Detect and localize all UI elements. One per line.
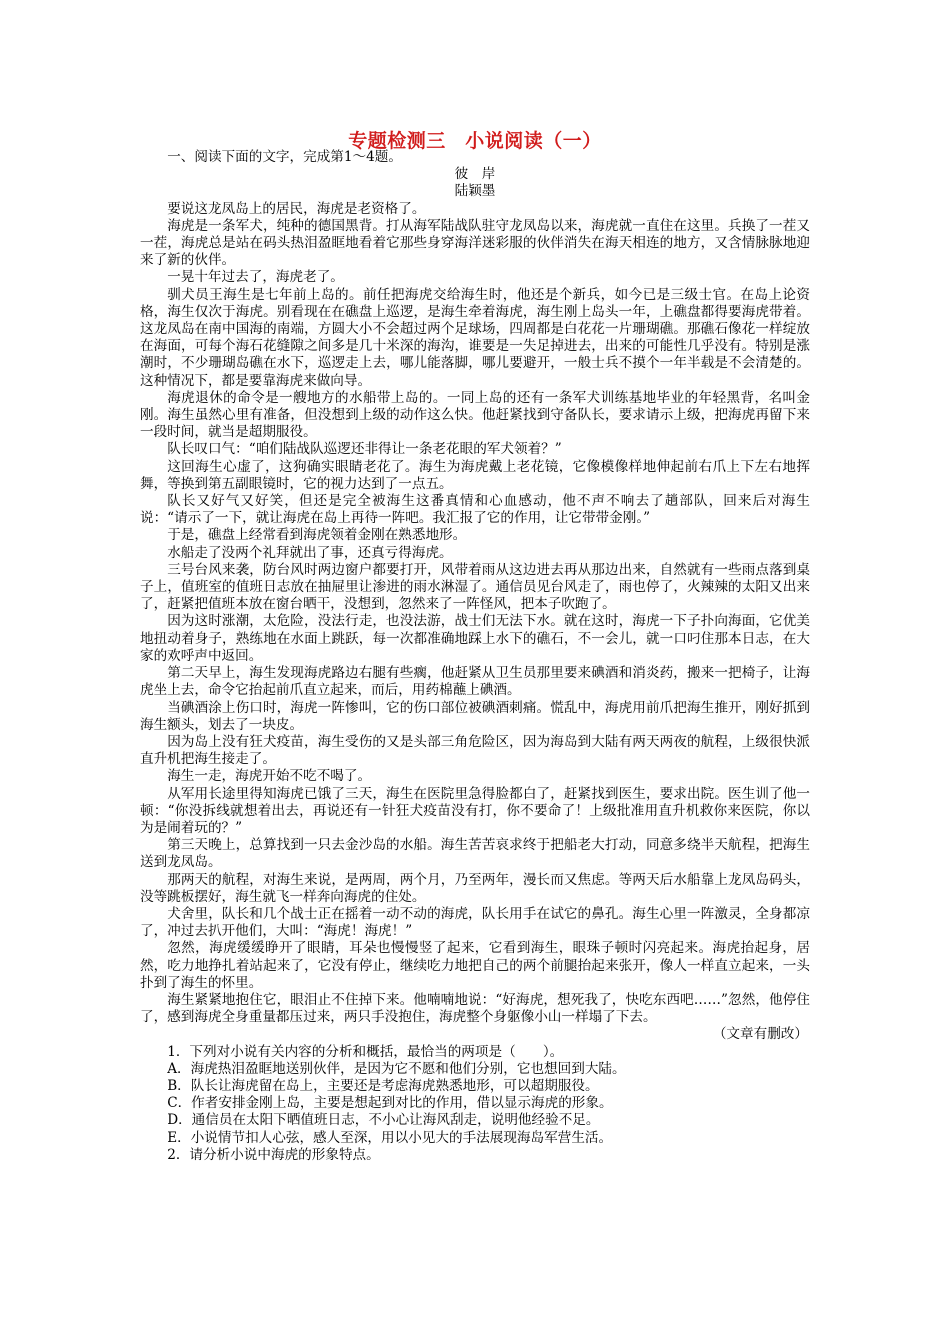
paragraph: 水船走了没两个礼拜就出了事，还真亏得海虎。	[167, 544, 453, 561]
instruction: 一、阅读下面的文字，完成第1～4题。	[167, 149, 402, 165]
paragraph: 海生紧紧地抱住它，眼泪止不住掉下来。他喃喃地说：“好海虎，想死我了，快吃东西吧……”忽然，他停住了，感到海虎全身重量都压过来，两只手没抱住，海虎整个身躯像小山一样塌了下去。	[140, 991, 810, 1026]
paragraph: 队长叹口气：“咱们陆战队巡逻还非得让一条老花眼的军犬领着？”	[167, 441, 562, 458]
paragraph: 忽然，海虎缓缓睁开了眼睛，耳朵也慢慢竖了起来，它看到海生，眼珠子顿时闪亮起来。海虎抬起身，居然，吃力地挣扎着站起来了，它没有停止，继续吃力地把自己的两个前腿抬起来张开，像人一样直立起来，一头扑到了海生的怀里。	[140, 940, 810, 991]
question-2: 2．请分析小说中海虎的形象特点。	[167, 1146, 380, 1163]
option-a: A．海虎热泪盈眶地送别伙伴，是因为它不愿和他们分别，它也想回到大陆。	[167, 1060, 626, 1077]
paragraph: 当碘酒涂上伤口时，海虎一阵惨叫，它的伤口部位被碘酒刺痛。慌乱中，海虎用前爪把海生推开，刚好抓到海生额头，划去了一块皮。	[140, 699, 810, 733]
paragraph: 海虎是一条军犬，纯种的德国黑背。打从海军陆战队驻守龙凤岛以来，海虎就一直住在这里。兵换了一茬又一茬，海虎总是站在码头热泪盈眶地看着它那些身穿海洋迷彩服的伙伴消失在海天相连的地方，又含情脉脉地迎来了新的伙伴。	[140, 217, 810, 269]
option-d: D．通信员在太阳下晒值班日志，不小心让海风刮走，说明他经验不足。	[167, 1112, 600, 1129]
paragraph: 要说这龙凤岛上的居民，海虎是老资格了。	[167, 200, 426, 217]
paragraph: 一晃十年过去了，海虎老了。	[167, 269, 344, 286]
option-b: B．队长让海虎留在岛上，主要还是考虑海虎熟悉地形，可以超期服役。	[167, 1077, 599, 1094]
paragraph: 那两天的航程，对海生来说，是两周，两个月，乃至两年，漫长而又焦虑。等两天后水船靠上龙凤岛码头，没等跳板摆好，海生就飞一样奔向海虎的住处。	[140, 871, 810, 905]
paragraph: 因为这时涨潮，太危险，没法行走，也没法游，战士们无法下水。就在这时，海虎一下子扑向海面，它优美地扭动着身子，熟练地在水面上跳跃，每一次都准确地踩上水下的礁石，不一会儿，就一口叼住那本日志，在大家的欢呼声中返回。	[140, 613, 810, 664]
question-1: 1．下列对小说有关内容的分析和概括，最恰当的两项是（ ）。	[167, 1043, 564, 1060]
paragraph: 于是，礁盘上经常看到海虎领着金刚在熟悉地形。	[167, 527, 467, 544]
story-title: 彼 岸	[454, 166, 496, 183]
paragraph: 第三天晚上，总算找到一只去金沙岛的水船。海生苦苦哀求终于把船老大打动，同意多绕半天航程，把海生送到龙凤岛。	[140, 837, 810, 871]
paragraph: 海生一走，海虎开始不吃不喝了。	[167, 768, 372, 785]
questions	[140, 1044, 810, 1164]
author: 陆颖墨	[454, 183, 496, 200]
paragraph: 三号台风来袭，防台风时两边窗户都要打开，风带着雨从这边进去再从那边出来，自然就有一些雨点落到桌子上，值班室的值班日志放在抽屉里让渗进的雨水淋湿了。通信员见台风走了，雨也停了，火辣辣的太阳又出来了，赶紧把值班本放在窗台晒干，没想到，忽然来了一阵怪风，把本子吹跑了。	[140, 561, 810, 613]
document-body	[140, 149, 810, 1164]
source-note: （文章有删改）	[712, 1026, 808, 1043]
paragraph: 驯犬员王海生是七年前上岛的。前任把海虎交给海生时，他还是个新兵，如今已是三级士官。在岛上论资格，海生仅次于海虎。别看现在在礁盘上巡逻，是海生牵着海虎，海生刚上岛头一年，上礁盘都得要海虎带着。这龙凤岛在南中国海的南端，方圆大小不会超过两个足球场，四周都是白花花一片珊瑚礁。那礁石像花一样绽放在海面，可每个海石花缝隙之间多是几十米深的海沟，谁要是一失足掉进去，出来的可能性几乎没有。特别是涨潮时，不少珊瑚岛礁在水下，巡逻走上去，哪儿能落脚，哪儿要避开，一般士兵不摸个一年半载是不会清楚的。这种情况下，都是要靠海虎来做向导。	[140, 286, 810, 389]
page-title: 专题检测三 小说阅读（一）	[348, 130, 602, 152]
paragraph: 队长又好气又好笑，但还是完全被海生这番真情和心血感动，他不声不响去了趟部队，回来后对海生说：“请示了一下，就让海虎在岛上再待一阵吧。我汇报了它的作用，让它带带金刚。”	[140, 493, 810, 527]
paragraph: 从军用长途里得知海虎已饿了三天，海生在医院里急得脸都白了，赶紧找到医生，要求出院。医生训了他一顿：“你没拆线就想着出去，再说还有一针狂犬疫苗没有打，你不要命了！上级批准用直升机救你来医院，你以为是闹着玩的？”	[140, 785, 810, 836]
paragraph: 第二天早上，海生发现海虎路边右腿有些瘸，他赶紧从卫生员那里要来碘酒和消炎药，搬来一把椅子，让海虎坐上去，命令它抬起前爪直立起来，而后，用药棉蘸上碘酒。	[140, 665, 810, 699]
paragraph: 犬舍里，队长和几个战士正在摇着一动不动的海虎，队长用手在试它的鼻孔。海生心里一阵激灵，全身都凉了，冲过去扒开他们，大叫：“海虎！海虎！”	[140, 905, 810, 940]
option-e: E．小说情节扣人心弦，感人至深，用以小见大的手法展现海岛军营生活。	[167, 1129, 613, 1146]
paragraph: 这回海生心虚了，这狗确实眼睛老花了。海生为海虎戴上老花镜，它像模像样地伸起前右爪上下左右地挥舞，等换到第五副眼镜时，它的视力达到了一点五。	[140, 458, 810, 492]
paragraph: 因为岛上没有狂犬疫苗，海生受伤的又是头部三角危险区，因为海岛到大陆有两天两夜的航程，上级很快派直升机把海生接走了。	[140, 733, 810, 768]
option-c: C．作者安排金刚上岛，主要是想起到对比的作用，借以显示海虎的形象。	[167, 1095, 613, 1112]
paragraph: 海虎退休的命令是一艘地方的水船带上岛的。一同上岛的还有一条军犬训练基地毕业的年轻黑背，名叫金刚。海生虽然心里有准备，但没想到上级的动作这么快。他赶紧找到守备队长，要求请示上级，把海虎再留下来一段时间，就当是超期服役。	[140, 389, 810, 441]
